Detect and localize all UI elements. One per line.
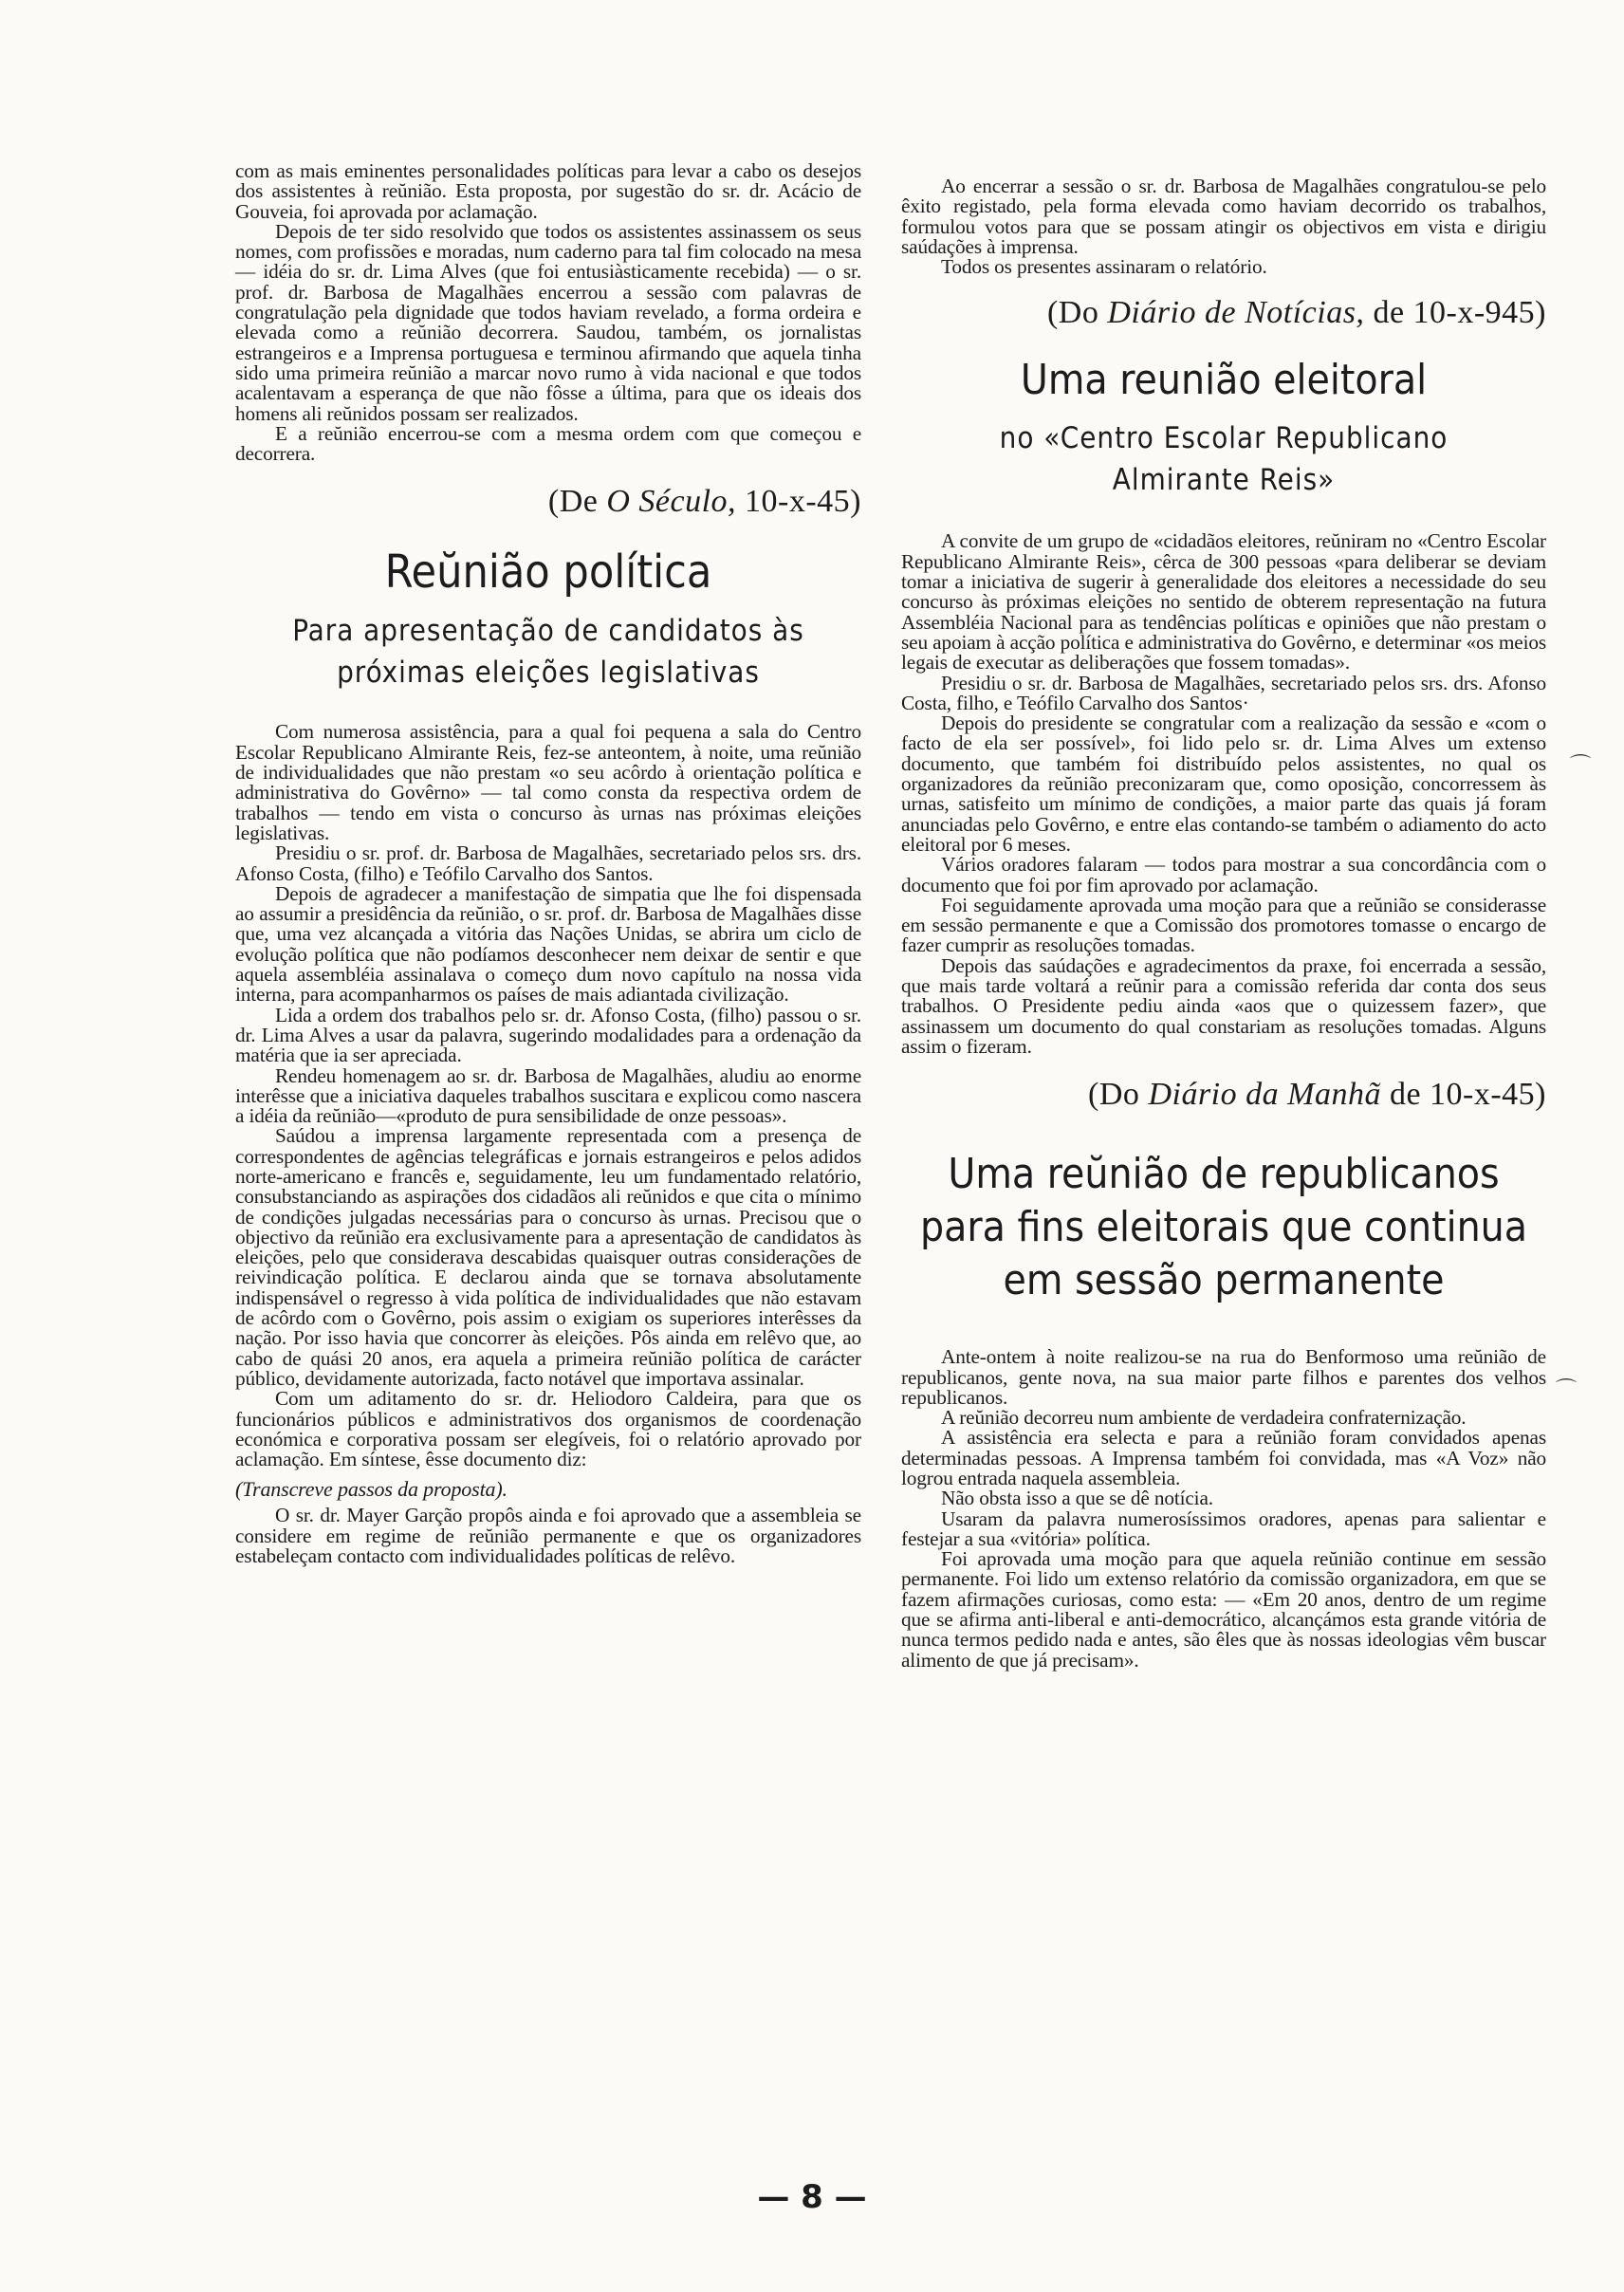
paragraph: Usaram da palavra numerosíssimos oradores, apenas para salientar e festejar a sua «vitória» política. xyxy=(901,1506,1546,1550)
paragraph: Vários oradores falaram — todos para mostrar a sua concordância com o documento que foi por fim aprovado por aclamação. xyxy=(901,853,1546,896)
paragraph: Ao encerrar a sessão o sr. dr. Barbosa de Magalhães congratulou-se pelo êxito registado, pela forma elevada como haviam decorrido os trabalhos, formulou votos para que se possam atingir os objectivos em vista e dirigiu saúdações à imprensa. xyxy=(901,175,1546,258)
paragraph: com as mais eminentes personalidades políticas para levar a cabo os desejos dos assistentes à reŭnião. Esta proposta, por sugestão do sr. dr. Acácio de Gouveia, foi aprovada por aclamação. xyxy=(235,159,861,223)
paragraph: A convite de um grupo de «cidadãos eleitores, reŭniram no «Centro Escolar Republicano Almirante Reis», cêrca de 300 pessoas «para deliberar se deviam tomar a iniciativa de sugerir à generalidade dos eleitores a necessidade do seu concurso às próximas eleições no sentido de obterem representação na futura Assembléia Nacional para as tendências políticas e opiniões que não prestam o seu apoiam à acção política e administrativa do Govêrno, e determinar «os meios legais de executar as deliberações que fossem tomadas». xyxy=(901,529,1546,675)
paragraph: Ante-ontem à noite realizou-se na rua do Benformoso uma reŭnião de republicanos, gente nova, na sua maior parte filhos e parentes dos velhos republicanos. xyxy=(901,1345,1546,1409)
paragraph: E a reŭnião encerrou-se com a mesma ordem com que começou e decorrera. xyxy=(235,421,861,466)
source-citation: (De O Século, 10-x-45) xyxy=(547,484,861,520)
paragraph: Saúdou a imprensa largamente representada com a presença de correspondentes de agências telegráficas e jornais estrangeiros e pelos adidos norte-americano e francês e, seguidamente, leu um fundamentado relatório, consubstanciando as aspirações dos cidadãos ali reŭnidos e que cita o mínimo de condições julgadas necessárias para o concurso às urnas. Precisou que o objectivo da reŭnião era exclusivamente para a apresentação de candidatos às eleições, pelo que considerava descabidas quaisquer outras considerações de reivindicação política. E declarou ainda que se tornava absolutamente indispensável o regresso à vida política de individualidades que não estavam de acôrdo com o Govêrno, pois assim o exigiam os superiores interêsses da nação. Por isso havia que concorrer às eleições. Pôs ainda em relêvo que, ao cabo de quási 20 anos, era aquela a primeira reŭnião política de carácter público, devidamente autorizada, facto notável que importava assinalar. xyxy=(235,1124,861,1390)
paragraph: Presidiu o sr. dr. Barbosa de Magalhães, secretariado pelos srs. drs. Afonso Costa, filho, e Teófilo Carvalho dos Santos· xyxy=(901,671,1546,714)
paragraph: A assistência era selecta e para a reŭnião foram convidados apenas determinadas pessoas. A Imprensa também foi convidada, mas «A Voz» não logrou entrada naquela assembleia. xyxy=(901,1426,1546,1489)
article-subtitle: no «Centro Escolar Republicano xyxy=(999,421,1449,456)
paragraph: A reŭnião decorreu num ambiente de verdadeira confraternização. xyxy=(941,1406,1467,1430)
article-subtitle: Almirante Reis» xyxy=(1112,463,1336,498)
paragraph: Não obsta isso a que se dê notícia. xyxy=(941,1487,1213,1510)
source-citation: (Do Diário de Notícias, de 10-x-945) xyxy=(1046,295,1546,331)
paragraph: Foi seguidamente aprovada uma moção para que a reŭnião se considerasse em sessão permanente e que a Comissão dos promotores tomasse o encargo de fazer cumprir as resoluções tomadas. xyxy=(901,893,1546,957)
paragraph: Depois de agradecer a manifestação de simpatia que lhe foi dispensada ao assumir a presidência da reŭnião, o sr. prof. dr. Barbosa de Magalhães disse que, uma vez alcançada a vitória das Nações Unidas, se abrira um ciclo de evolução política que não podíamos desconhecer nem deixar de sentir e que aquela assembléia assinalava o começo dum novo capítulo na nossa vida interna, para acompanharmos os países de mais adiantada civilização. xyxy=(235,881,861,1007)
paragraph: Presidiu o sr. prof. dr. Barbosa de Magalhães, secretariado pelos srs. drs. Afonso Costa, (filho) e Teófilo Carvalho dos Santos. xyxy=(235,841,861,885)
proposta-note: (Transcreve passos da proposta). xyxy=(235,1477,508,1502)
paragraph: Com numerosa assistência, para a qual foi pequena a sala do Centro Escolar Republicano Almirante Reis, fez-se anteontem, à noite, uma reŭnião de individualidades que não prestam «o seu acôrdo à orientação política e administrativa do Govêrno» — tal como consta da respectiva ordem de trabalhos — tendo em vista o concurso às urnas nas próximas eleições legislativas. xyxy=(235,720,861,844)
paragraph: Depois do presidente se congratular com a realização da sessão e «com o facto de ela ser possível», foi lido pelo sr. dr. Lima Alves um extenso documento, que também foi distribuído pelos assistentes, no qual os organizadores da reŭnião preconizaram que, como oposição, concorressem às urnas, satisfeito um mínimo de condições, a maior parte das quais já foram anunciadas pelo Govêrno, e entre elas contando-se também o adiamento do acto eleitoral por 6 meses. xyxy=(901,712,1546,856)
source-citation: (Do Diário da Manhã de 10-x-45) xyxy=(1088,1077,1546,1113)
scan-mark: ⌒ xyxy=(1570,754,1592,778)
paragraph: Todos os presentes assinaram o relatório. xyxy=(941,255,1267,279)
paragraph: Com um aditamento do sr. dr. Heliodoro Caldeira, para que os funcionários públicos e administrativos dos organismos de coordenação económica e corporativa possam ser elegíveis, foi o relatório aprovado por aclamação. Em síntese, êsse documento diz: xyxy=(235,1387,861,1471)
article-title: Uma reŭnião de republicanos para fins eleitorais que continua em sessão permanente xyxy=(919,1150,1528,1305)
paragraph: Rendeu homenagem ao sr. dr. Barbosa de Magalhães, aludiu ao enorme interêsse que a iniciativa daqueles trabalhos suscitara e explicou como nascera a idéia da reŭnião—«produto de pura sensibilidade de onze pessoas». xyxy=(235,1063,861,1128)
paragraph: Lida a ordem dos trabalhos pelo sr. dr. Afonso Costa, (filho) passou o sr. dr. Lima Alves a usar da palavra, sugerindo modalidades para a ordenação da matéria que ia ser apreciada. xyxy=(235,1003,861,1067)
scan-mark: ⌒ xyxy=(1556,1378,1578,1402)
article-subtitle: Para apresentação de candidatos às próximas eleições legislativas xyxy=(292,614,804,691)
article-title: Uma reunião eleitoral xyxy=(1020,356,1428,405)
right-column xyxy=(901,0,1546,1671)
left-column xyxy=(235,0,861,1566)
paragraph: Depois de ter sido resolvido que todos os assistentes assinassem os seus nomes, com profissões e moradas, num caderno para tal fim colocado na mesa — idéia do sr. dr. Lima Alves (que foi entusiàsticamente recebida) — o sr. prof. dr. Barbosa de Magalhães encerrou a sessão com palavras de congratulação pela dignidade que todos haviam revelado, a forma ordeira e elevada como a reŭnião decorrera. Saudou, também, os jornalistas estrangeiros e a Imprensa portuguesa e terminou afirmando que aquela tinha sido uma primeira reŭnião a marcar novo rumo à vida nacional e que todos acalentavam a esperança de que não fôsse a última, para que os ideais dos homens ali reŭnidos possam ser realizados. xyxy=(235,219,861,425)
page-number: — 8 — xyxy=(757,2178,867,2216)
paragraph: Foi aprovada uma moção para que aquela reŭnião continue em sessão permanente. Foi lido um extenso relatório da comissão organizadora, em que se fazem afirmações curiosas, como esta: — «Em 20 anos, dentro de um regime que se afirma anti-liberal e anti-democrático, alcançámos esta grande vitória de nunca termos pedido nada e antes, são êles que às nossas ideologias vêm buscar alimento de que já precisam». xyxy=(901,1547,1546,1672)
article-title: Reŭnião política xyxy=(384,545,712,600)
paragraph: O sr. dr. Mayer Garção propôs ainda e foi aprovado que a assembleia se considere em regime de reŭnião permanente e que os organizadores estabeleçam contacto com individualidades políticas de relêvo. xyxy=(235,1504,861,1568)
paragraph: Depois das saúdações e agradecimentos da praxe, foi encerrada a sessão, que mais tarde voltará a reŭnir para a comissão referida dar conta dos seus trabalhos. O Presidente pediu ainda «aos que o quizessem fazer», que assinassem um documento do qual constariam as resoluções tomadas. Alguns assim o fizeram. xyxy=(901,953,1546,1058)
